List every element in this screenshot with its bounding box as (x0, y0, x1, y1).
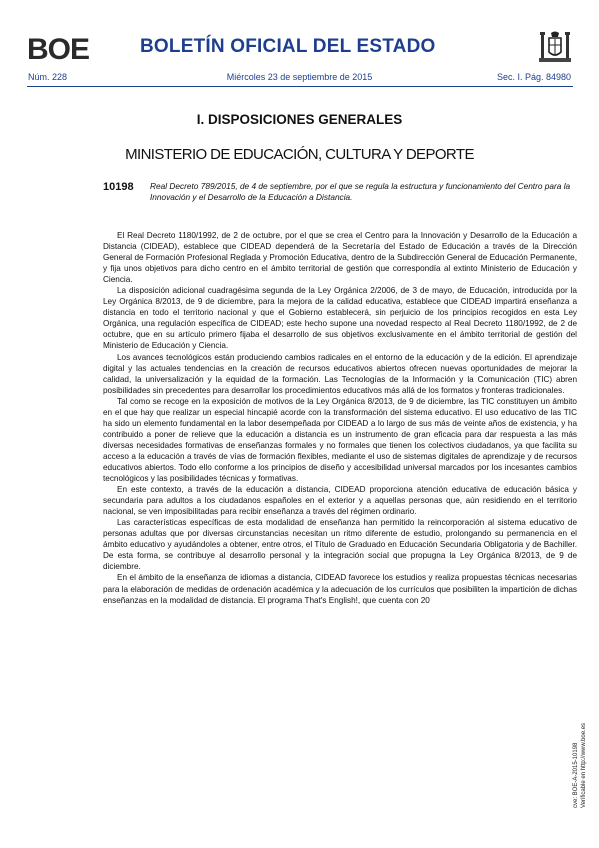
paragraph: Los avances tecnológicos están produciendo cambios radicales en el entorno de la educación y de la edición. El aprendizaje digital y las actuales tendencias en la creación de recursos educativos abiertos ofrecen nuevas oportunidades de mejorar la calidad, la universalización y la equidad de la formación. Las Tecnologías de la Información y la Comunicación (TIC) abren posibilidades sin precedentes para desarrollar los procedimientos educativos más allá de los formatos y fronteras tradicionales. (103, 352, 577, 395)
paragraph: El Real Decreto 1180/1992, de 2 de octubre, por el que se crea el Centro para la Innovación y Desarrollo de la Educación a Distancia (CIDEAD), establece que CIDEAD dependerá de la Secretaría del Estado de Educación a través de la Dirección General de Formación Profesional Reglada y Promoción Educativa, dentro de la Subdirección General de Educación Permanente, y fija unos objetivos para dicho centro en el ámbito territorial de gestión que correspondía al extinto Ministerio de Educación y Ciencia. (103, 231, 577, 285)
coat-of-arms-icon (537, 30, 573, 66)
paragraph: En el ámbito de la enseñanza de idiomas a distancia, CIDEAD favorece los estudios y realiza propuestas técnicas necesarias para la elaboración de medidas de ordenación académica y la adecuación de los currículos que posibiliten la impartición de dichas enseñanzas en la modalidad de distancia. El programa That's English!, que cuenta con 20 (103, 573, 577, 605)
entry-number: 10198 (103, 181, 134, 193)
issue-date: Miércoles 23 de septiembre de 2015 (226, 72, 373, 82)
entry-summary: Real Decreto 789/2015, de 4 de septiembre, por el que se regula la estructura y funcionamiento del Centro para la Innovación y el Desarrollo de la Educación a Distancia. (150, 181, 571, 203)
verification-url: Verificable en http://www.boe.es (581, 722, 587, 808)
paragraph: Tal como se recoge en la exposición de motivos de la Ley Orgánica 8/2013, de 9 de diciembre, las TIC constituyen un ámbito en el que hay que realizar un especial hincapié acorde con la transformación del sistema educativo. El uso educativo de las TIC ha sido un elemento fundamental en la labor desempeñada por CIDEAD a lo largo de sus más de veinte años de existencia, y ha contribuido a poner de relieve que la educación a distancia es un instrumento de gran eficacia para dar respuesta a las más diversas necesidades formativas de enseñanzas formales y no formales que tienen los colectivos ciudadanos, ya que facilita su acceso a la educación a través de vías de formación flexibles, mediante el uso de sistemas digitales de aprendizaje y de recursos educativos abiertos. Todo ello conforme a los principios de diseño y accesibilidad universal marcados por los incesantes cambios tecnológicos y las posibilidades técnicas y formativas. (103, 396, 577, 484)
document-body (103, 230, 577, 606)
cve-code: cve: BOE-A-2015-10198 (573, 742, 579, 808)
ministry-heading: MINISTERIO DE EDUCACIÓN, CULTURA Y DEPORTE (125, 146, 474, 163)
issue-number: Núm. 228 (28, 72, 68, 82)
header-divider (27, 86, 573, 87)
paragraph: La disposición adicional cuadragésima segunda de la Ley Orgánica 2/2006, de 3 de mayo, de Educación, introducida por la Ley Orgánica 8/2013, de 9 de diciembre, para la mejora de la calidad educativa, establece que CIDEAD impartirá enseñanza a distancia en todo el territorio nacional y que el Gobierno establecerá, sin perjuicio de los principios recogidos en esta Ley Orgánica, una regulación específica de CIDEAD; este hecho supone una novedad respecto al Real Decreto 1180/1992, de 2 de octubre, que en su artículo primero fijaba el desarrollo de sus objetivos exclusivamente en el ámbito territorial de gestión del Ministerio de Educación y Ciencia. (103, 286, 577, 351)
paragraph: Las características específicas de esta modalidad de enseñanza han permitido la reincorporación al sistema educativo de personas adultas que por diversas circunstancias necesitan un ritmo diferente de estudio, prolongando su permanencia en el ámbito educativo y ayudándoles a obtener, entre otros, el Título de Graduado en Educación Secundaria Obligatoria y de Bachiller. De esta forma, se contribuye al desarrollo personal y la integración social que propugna la Ley Orgánica 8/2013, de 9 de diciembre. (103, 518, 577, 572)
boe-logo: BOE (27, 33, 90, 66)
section-page: Sec. I. Pág. 84980 (496, 72, 571, 82)
section-heading: I. DISPOSICIONES GENERALES (196, 112, 403, 127)
paragraph: En este contexto, a través de la educación a distancia, CIDEAD proporciona atención educativa de educación básica y secundaria para adultos a los ciudadanos españoles en el exterior y a aquellas personas que, aún residiendo en el territorio nacional, se ven imposibilitadas para recibir enseñanza a través del régimen ordinario. (103, 485, 577, 517)
verification-sidebar (572, 658, 596, 808)
page-title: BOLETÍN OFICIAL DEL ESTADO (140, 36, 436, 57)
